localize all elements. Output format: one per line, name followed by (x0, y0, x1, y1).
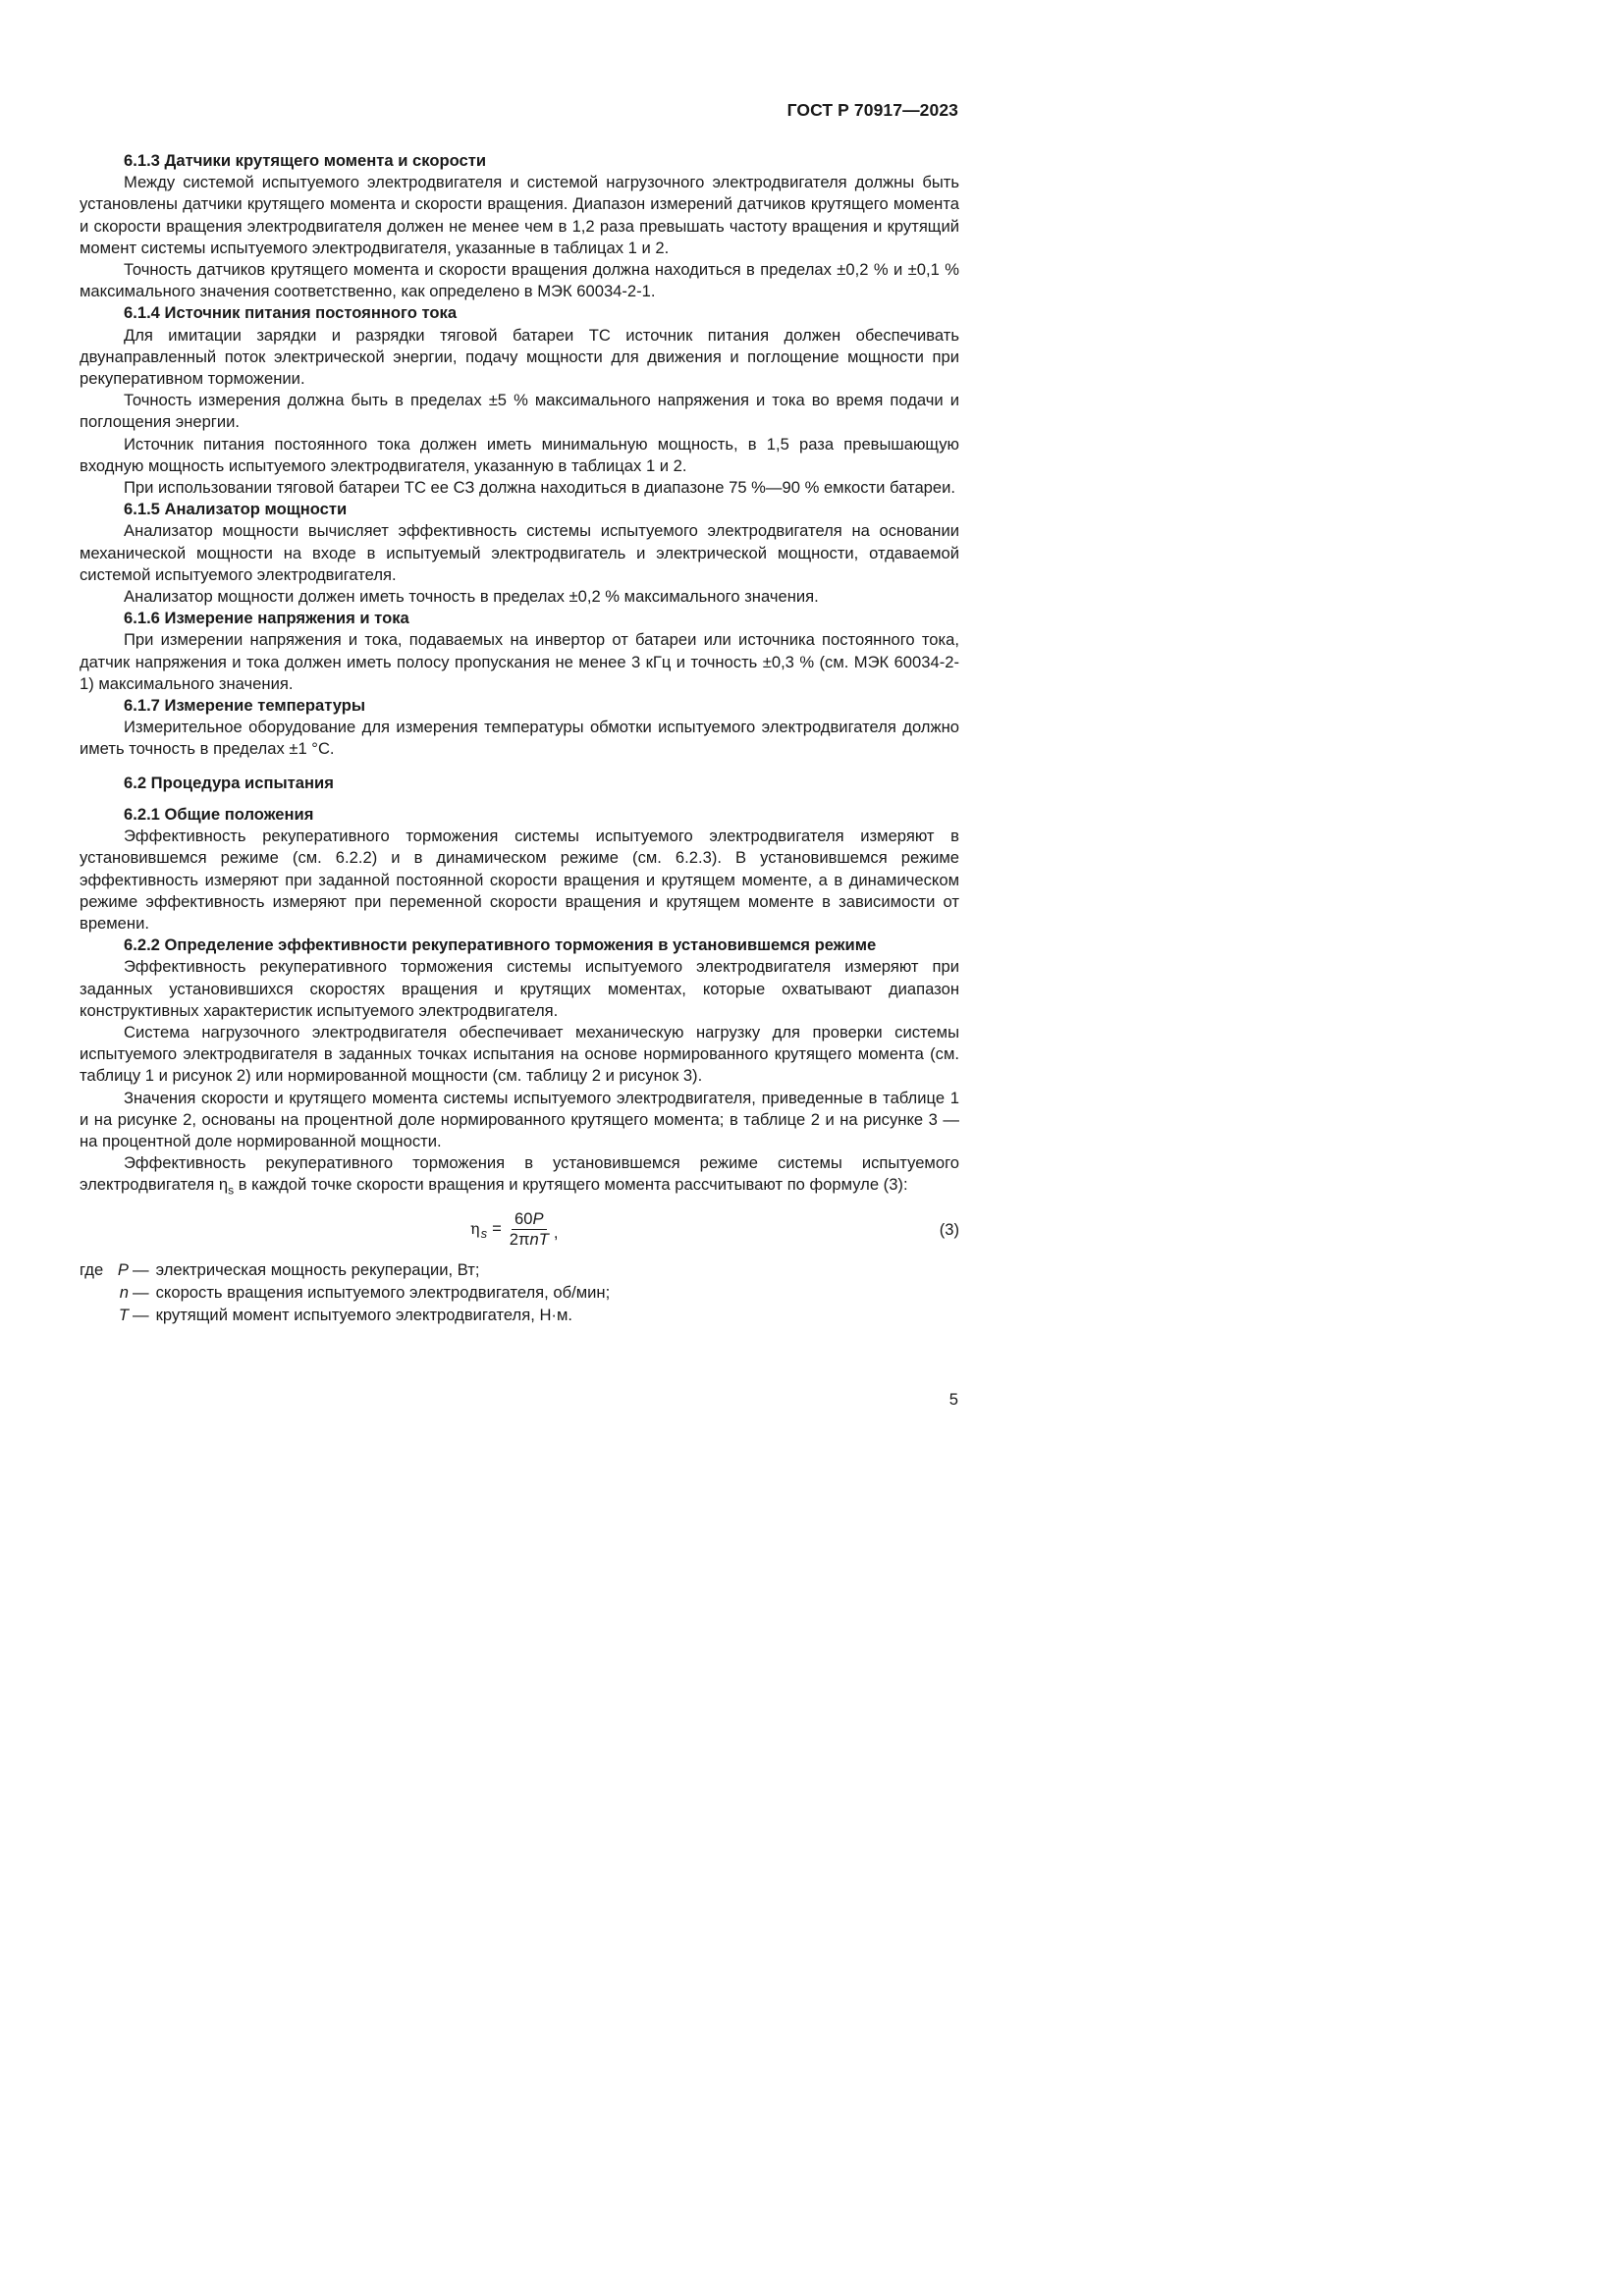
equals-sign: = (492, 1219, 502, 1239)
section-617-title: 6.1.7 Измерение температуры (124, 696, 366, 716)
variable-symbol: T (118, 1305, 129, 1324)
document-body (80, 150, 959, 1326)
where-label: где (80, 1259, 104, 1279)
paragraph: Значения скорости и крутящего момента системы испытуемого электродвигателя, приведенные в таблице 1 и на рисунке 2, основаны на процентной доле нормированного крутящего момента; в таблице 2 и на рисунке 3 — на процентной доле нормированной мощности. (80, 1088, 959, 1150)
paragraph: При использовании тяговой батареи ТС ее СЗ должна находиться в диапазоне 75 %—90 % емкости батареи. (124, 478, 956, 498)
paragraph: Анализатор мощности должен иметь точность в пределах ±0,2 % максимального значения. (124, 587, 819, 607)
formula-number: (3) (939, 1219, 959, 1239)
formula-expression (470, 1209, 558, 1250)
section-616-title: 6.1.6 Измерение напряжения и тока (124, 609, 409, 628)
document-page (0, 0, 1082, 1530)
section-615-title: 6.1.5 Анализатор мощности (124, 500, 348, 519)
paragraph: Источник питания постоянного тока должен иметь минимальную мощность, в 1,5 раза превышающую входную мощность испытуемого электродвигателя, указанную в таблицах 1 и 2. (80, 434, 959, 475)
paragraph-formula-intro: Эффективность рекуперативного торможения в установившемся режиме системы испытуемого электродвигателя $\eta_s$ в каждой точке скорости вращения и крутящего момента рассчитывают по формуле (3): (80, 1153, 959, 1198)
formula-comma: , (553, 1223, 559, 1243)
document-id-header: ГОСТ Р 70917—2023 (786, 100, 958, 120)
variable-description: электрическая мощность рекуперации, Вт; (155, 1259, 480, 1279)
paragraph: Эффективность рекуперативного торможения системы испытуемого электродвигателя измеряют при заданных установившихся скоростях вращения и крутящих моментах, которые охватывают диапазон конструктивных характеристик испытуемого электродвигателя. (80, 957, 959, 1020)
paragraph: При измерении напряжения и тока, подаваемых на инвертор от батареи или источника постоянного тока, датчик напряжения и тока должен иметь полосу пропускания не менее 3 кГц и точность ±0,3 % (см. МЭК 60034-2-1) максимального значения. (80, 630, 959, 693)
variable-symbol: n (119, 1282, 129, 1302)
fraction-denominator: 2πnT (509, 1229, 549, 1249)
section-614-title: 6.1.4 Источник питания постоянного тока (124, 303, 458, 323)
paragraph: Точность датчиков крутящего момента и скорости вращения должна находиться в пределах ±0,2 % и ±0,1 % максимального значения соответственно, как определено в МЭК 60034-2-1. (80, 260, 959, 301)
where-list (80, 1258, 959, 1326)
page-number: 5 (948, 1390, 958, 1409)
fraction-numerator: 60P (512, 1209, 547, 1230)
paragraph: Система нагрузочного электродвигателя обеспечивает механическую нагрузку для проверки системы испытуемого электродвигателя в заданных точках испытания на основе нормированного крутящего момента (см. таблицу 1 и рисунок 2) или нормированной мощности (см. таблицу 2 и рисунок 3). (80, 1022, 959, 1086)
eta-symbol: η (470, 1219, 480, 1239)
section-621-title: 6.2.1 Общие положения (124, 804, 314, 824)
paragraph: Анализатор мощности вычисляет эффективность системы испытуемого электродвигателя на основании механической мощности на входе в испытуемый электродвигатель и электрической мощности, отдаваемой системой испытуемого электродвигателя. (80, 521, 959, 584)
section-613-title: 6.1.3 Датчики крутящего момента и скорости (124, 151, 487, 170)
paragraph: Измерительное оборудование для измерения температуры обмотки испытуемого электродвигателя должно иметь точность в пределах ±1 °С. (80, 718, 959, 759)
paragraph: Между системой испытуемого электродвигателя и системой нагрузочного электродвигателя должны быть установлены датчики крутящего момента и скорости вращения. Диапазон измерений датчиков крутящего момента и скорости вращения электродвигателя должен не менее чем в 1,2 раза превышать частоту вращения и крутящий момент системы испытуемого электродвигателя, указанные в таблицах 1 и 2. (80, 173, 959, 257)
fraction (507, 1209, 552, 1250)
paragraph: Эффективность рекуперативного торможения системы испытуемого электродвигателя измеряют в установившемся режиме (см. 6.2.2) и в динамическом режиме (см. 6.2.3). В установившемся режиме эффективность измеряют при заданной постоянной скорости вращения и крутящем моменте, а в динамическом режиме эффективность измеряют при переменной скорости вращения и крутящем моменте в зависимости от времени. (80, 827, 959, 933)
paragraph: Точность измерения должна быть в пределах ±5 % максимального напряжения и тока во время подачи и поглощения энергии. (80, 391, 959, 432)
eta-subscript: s (228, 1183, 235, 1198)
variable-description: крутящий момент испытуемого электродвигателя, Н·м. (155, 1305, 572, 1324)
variable-symbol: P (117, 1259, 129, 1279)
formula-3 (80, 1205, 959, 1256)
paragraph: Для имитации зарядки и разрядки тяговой батареи ТС источник питания должен обеспечивать двунаправленный поток электрической энергии, подачу мощности для движения и поглощение мощности при рекуперативном торможении. (80, 325, 959, 389)
where-item: T — крутящий момент испытуемого электродвигателя, Н·м. (80, 1304, 959, 1326)
section-622-title: 6.2.2 Определение эффективности рекуперативного торможения в установившемся режиме (124, 935, 877, 955)
eta-sub: s (480, 1226, 488, 1242)
section-62-title: 6.2 Процедура испытания (124, 773, 334, 792)
variable-description: скорость вращения испытуемого электродвигателя, об/мин; (155, 1282, 611, 1302)
where-item: где P — электрическая мощность рекуперации, Вт; (80, 1259, 480, 1279)
where-item: n — скорость вращения испытуемого электродвигателя, об/мин; (80, 1281, 959, 1304)
